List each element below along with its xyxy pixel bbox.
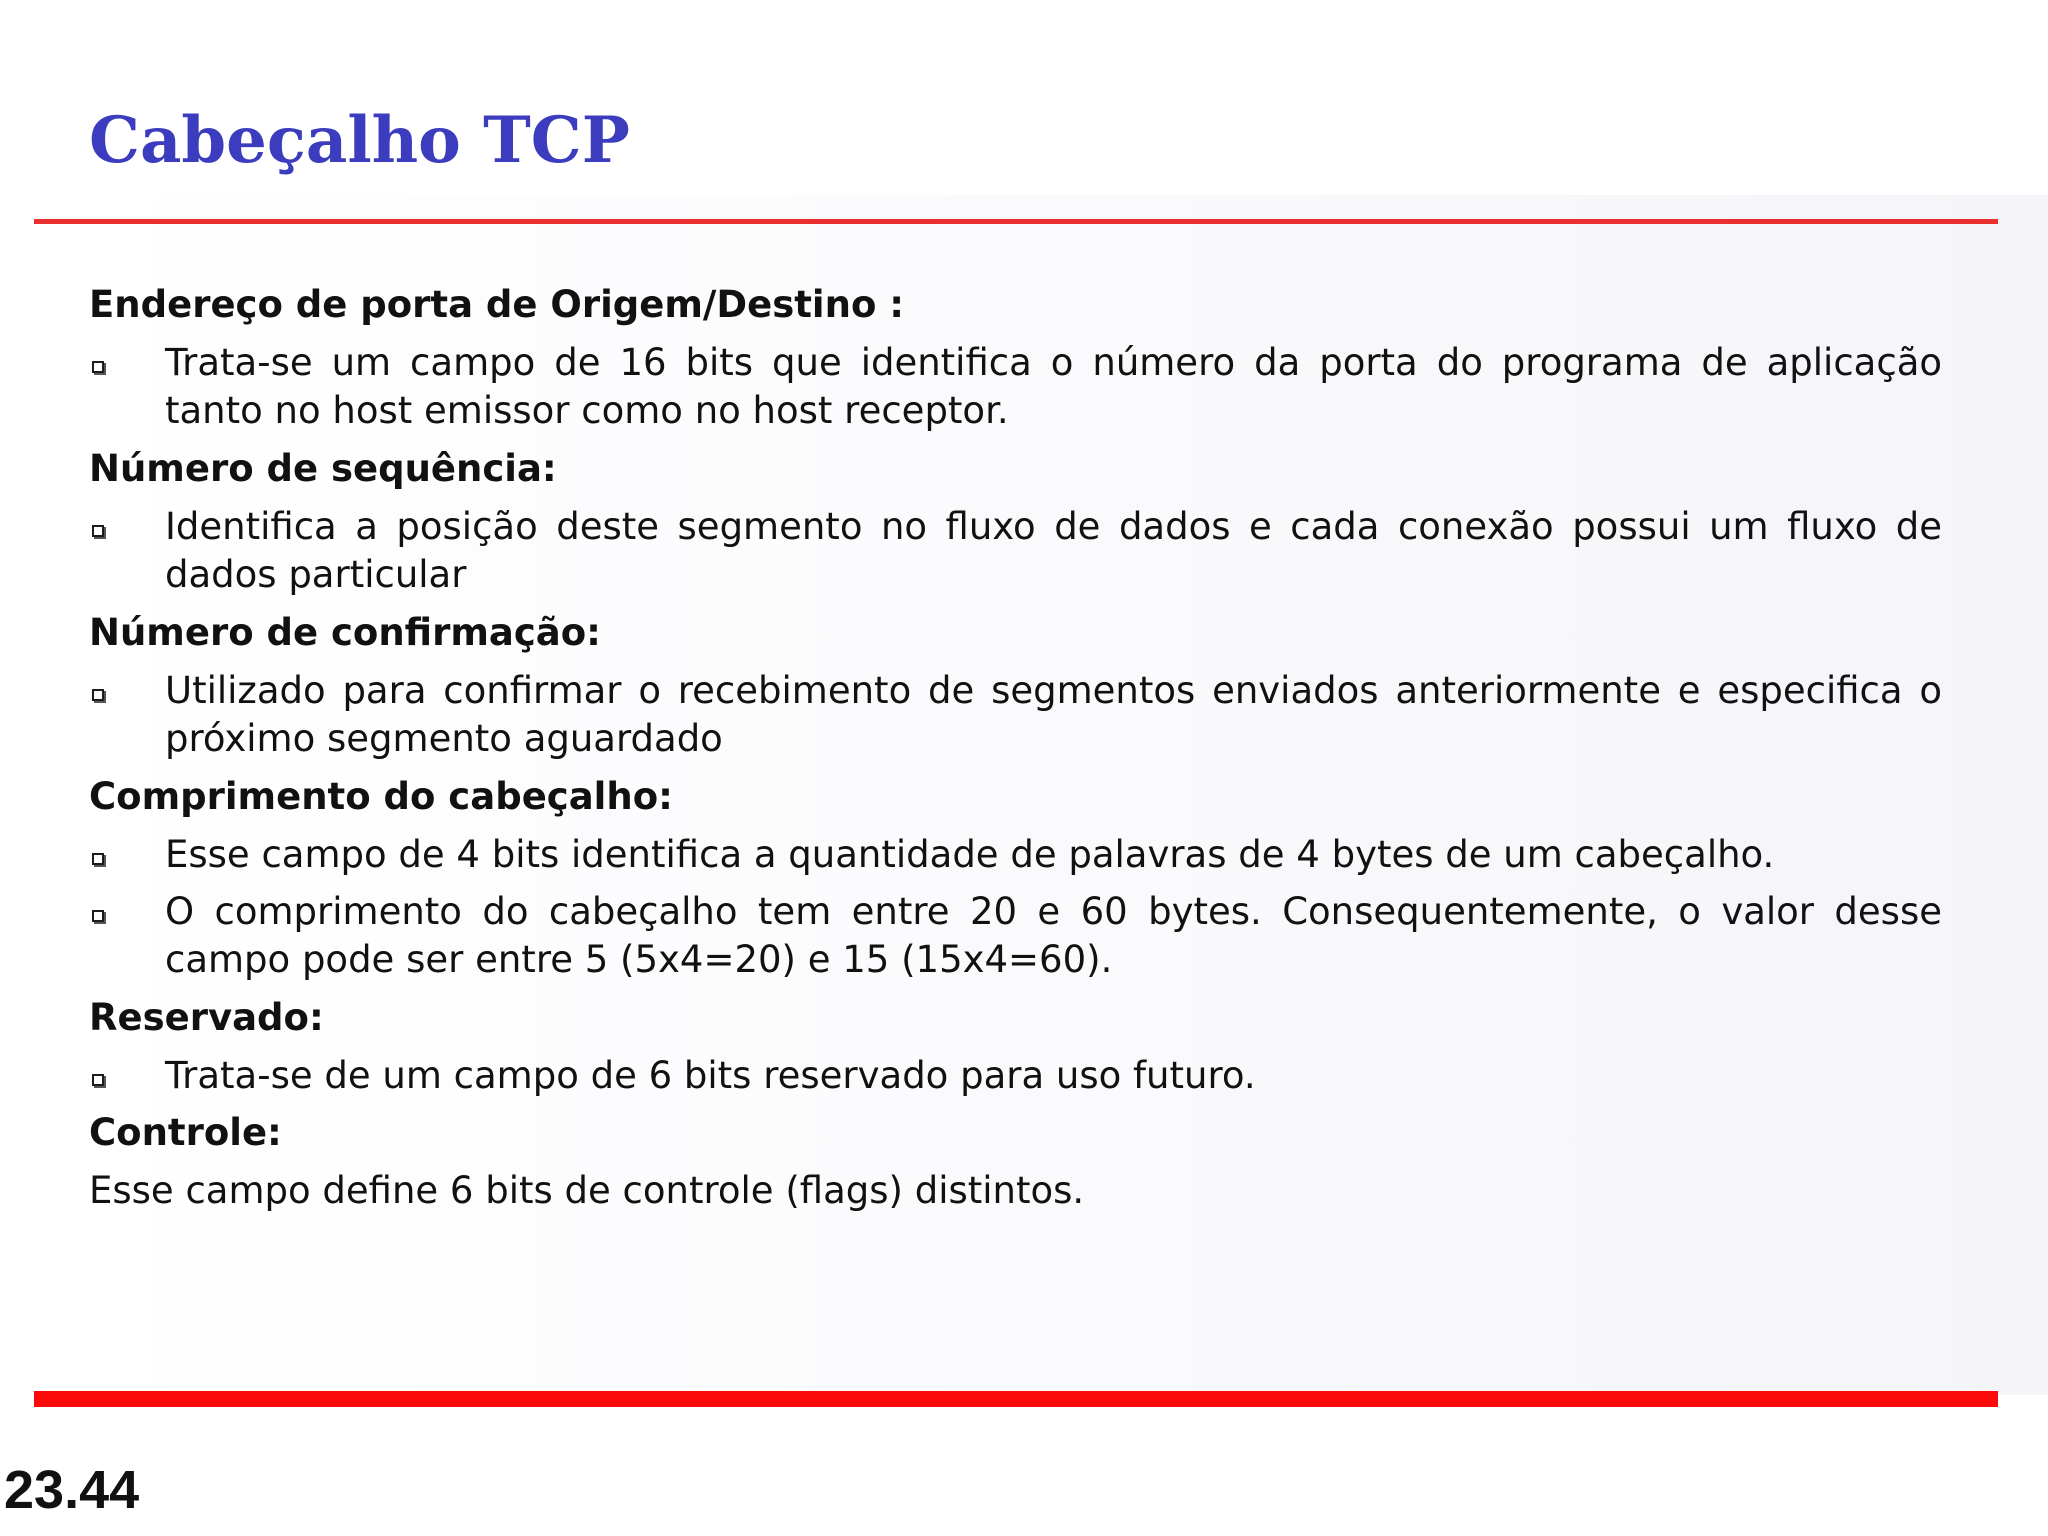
slide-number: 23.44	[4, 1460, 140, 1520]
bullet-item	[89, 831, 1942, 879]
bullet-item	[89, 667, 1942, 763]
bullet-text: Esse campo de 4 bits identifica a quantidade de palavras de 4 bytes de um cabeçalho.	[165, 833, 1775, 876]
slide-title: Cabeçalho TCP	[89, 103, 630, 178]
square-bullet-icon	[92, 1074, 104, 1086]
slide-content	[89, 281, 1942, 1215]
section-text-control: Esse campo define 6 bits de controle (flags) distintos.	[89, 1169, 1085, 1212]
square-bullet-icon	[92, 910, 104, 922]
section-heading-reserved: Reservado:	[89, 996, 324, 1039]
section-heading-control: Controle:	[89, 1111, 282, 1154]
bullet-text: Trata-se de um campo de 6 bits reservado para uso futuro.	[165, 1054, 1256, 1097]
square-bullet-icon	[92, 361, 104, 373]
bullet-text: Utilizado para confirmar o recebimento de segmentos enviados anteriormente e especifica o próximo segmento aguardado	[165, 669, 1942, 760]
section-heading-sequence-number: Número de sequência:	[89, 447, 557, 490]
bullet-item	[89, 1052, 1942, 1100]
section-heading-header-length: Comprimento do cabeçalho:	[89, 775, 673, 818]
square-bullet-icon	[92, 853, 104, 865]
footer-divider	[34, 1391, 1998, 1407]
bullet-text: Identifica a posição deste segmento no fluxo de dados e cada conexão possui um fluxo de dados particular	[165, 505, 1942, 596]
bullet-item	[89, 503, 1942, 599]
square-bullet-icon	[92, 689, 104, 701]
bullet-text: Trata-se um campo de 16 bits que identifica o número da porta do programa de aplicação tanto no host emissor como no host receptor.	[165, 341, 1942, 432]
bullet-item	[89, 888, 1942, 984]
bullet-item	[89, 339, 1942, 435]
bullet-text: O comprimento do cabeçalho tem entre 20 e 60 bytes. Consequentemente, o valor desse campo pode ser entre 5 (5x4=20) e 15 (15x4=60).	[165, 890, 1942, 981]
section-heading-port-address: Endereço de porta de Origem/Destino :	[89, 283, 905, 326]
square-bullet-icon	[92, 525, 104, 537]
title-divider	[34, 219, 1998, 224]
section-heading-ack-number: Número de confirmação:	[89, 611, 601, 654]
